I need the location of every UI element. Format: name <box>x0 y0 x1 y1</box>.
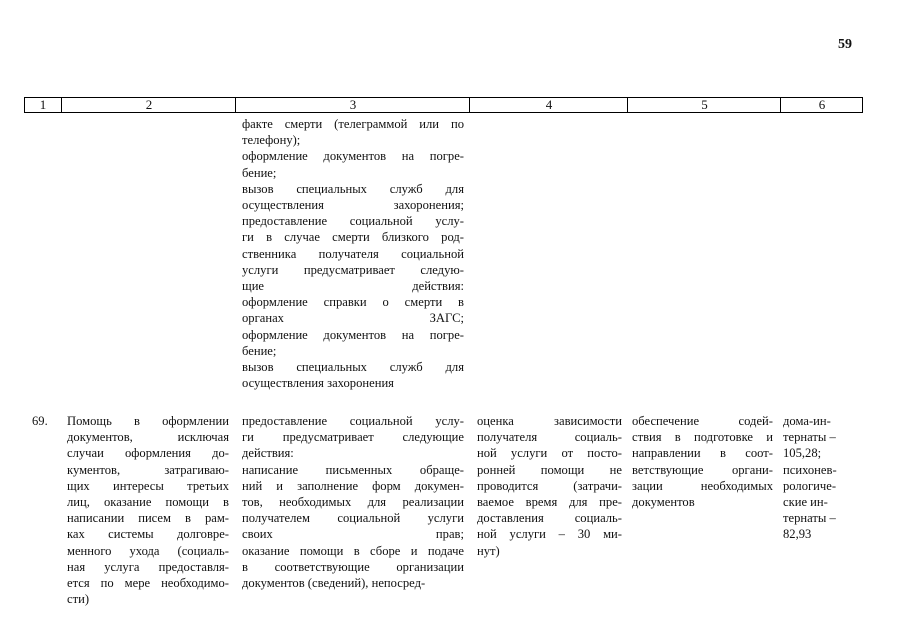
row-69-result <box>632 413 773 510</box>
text-line: ной услуги от посто- <box>477 446 622 461</box>
text-line: услуги предусматривает следую- <box>242 262 464 277</box>
text-line: щих интересы третьих <box>67 478 229 493</box>
text-line: оценка зависимости <box>477 414 622 428</box>
text-line: ственника получателя социальной <box>242 246 464 261</box>
text-line: получателем социальной услуги <box>242 511 464 526</box>
text-line: ги в случае смерти близкого род- <box>242 230 464 245</box>
text-line: ется по мере необходимо- <box>67 576 229 591</box>
text-line: написание письменных обраще- <box>242 462 464 477</box>
text-line: зации необходимых <box>632 478 773 493</box>
header-col-4: 4 <box>469 98 628 112</box>
text-line: телефону); <box>242 133 301 148</box>
page-number: 59 <box>838 37 852 52</box>
row-69-description <box>242 413 464 591</box>
row-69-number: 69. <box>32 414 48 428</box>
text-line: 82,93 <box>783 527 812 542</box>
text-line: тернаты – <box>783 511 836 526</box>
text-line: случаи оформления до- <box>67 446 229 461</box>
text-line: тов, необходимых для реализации <box>242 495 464 510</box>
text-line: написании писем в рам- <box>67 511 229 526</box>
text-line: своих прав; <box>242 527 464 542</box>
text-line: действия: <box>242 446 294 461</box>
text-line: предоставление социальной услу- <box>242 414 464 428</box>
text-line: ронней помощи не <box>477 462 622 477</box>
text-line: Помощь в оформлении <box>67 414 229 428</box>
continuation-col3 <box>242 116 464 391</box>
text-line: документов, исключая <box>67 430 229 445</box>
text-line: обеспечение содей- <box>632 414 773 428</box>
text-line: ваемое время для пре- <box>477 495 622 510</box>
text-line: кументов, затрагиваю- <box>67 462 229 477</box>
text-line: психонев- <box>783 462 837 477</box>
text-line: осуществления захоронения <box>242 376 394 391</box>
header-col-3: 3 <box>235 98 470 112</box>
text-line: лиц, оказание помощи в <box>67 495 229 510</box>
text-line: оформление справки о смерти в <box>242 295 464 310</box>
row-69-tariff <box>783 413 858 543</box>
text-line: тернаты – <box>783 430 836 445</box>
text-line: оказание помощи в сборе и подаче <box>242 543 464 558</box>
text-line: ские ин- <box>783 495 828 510</box>
text-line: направлении в соот- <box>632 446 773 461</box>
text-line: щие действия: <box>242 279 464 294</box>
text-line: вызов специальных служб для <box>242 181 464 196</box>
text-line: ках системы долговре- <box>67 527 229 542</box>
text-line: сти) <box>67 592 90 607</box>
text-line: осуществления захоронения; <box>242 198 464 213</box>
header-col-6: 6 <box>780 98 863 112</box>
text-line: доставления социаль- <box>477 511 622 526</box>
text-line: проводится (затрачи- <box>477 478 622 493</box>
text-line: менного ухода (социаль- <box>67 543 229 558</box>
text-line: факте смерти (телеграммой или по <box>242 117 464 131</box>
header-col-5: 5 <box>627 98 781 112</box>
text-line: вызов специальных служб для <box>242 360 464 375</box>
text-line: ний и заполнение форм докумен- <box>242 478 464 493</box>
row-69-service-name <box>67 413 229 607</box>
header-col-2: 2 <box>61 98 236 112</box>
text-line: органах ЗАГС; <box>242 311 464 326</box>
text-line: оформление документов на погре- <box>242 327 464 342</box>
text-line: ной услуги – 30 ми- <box>477 527 622 542</box>
text-line: 105,28; <box>783 446 822 461</box>
text-line: в соответствующие организации <box>242 559 464 574</box>
text-line: бение; <box>242 343 277 358</box>
text-line: дома-ин- <box>783 414 831 428</box>
text-line: получателя социаль- <box>477 430 622 445</box>
text-line: рологиче- <box>783 478 837 493</box>
header-col-1: 1 <box>39 97 47 112</box>
text-line: ствия в подготовке и <box>632 430 773 445</box>
text-line: предоставление социальной услу- <box>242 214 464 229</box>
text-line: ная услуга предоставля- <box>67 559 229 574</box>
text-line: документов (сведений), непосред- <box>242 576 426 591</box>
text-line: оформление документов на погре- <box>242 149 464 164</box>
text-line: нут) <box>477 543 500 558</box>
text-line: документов <box>632 495 695 510</box>
table-header-row <box>24 97 863 113</box>
text-line: ветствующие органи- <box>632 462 773 477</box>
text-line: бение; <box>242 165 277 180</box>
text-line: ги предусматривает следующие <box>242 430 464 445</box>
row-69-assessment <box>477 413 622 559</box>
